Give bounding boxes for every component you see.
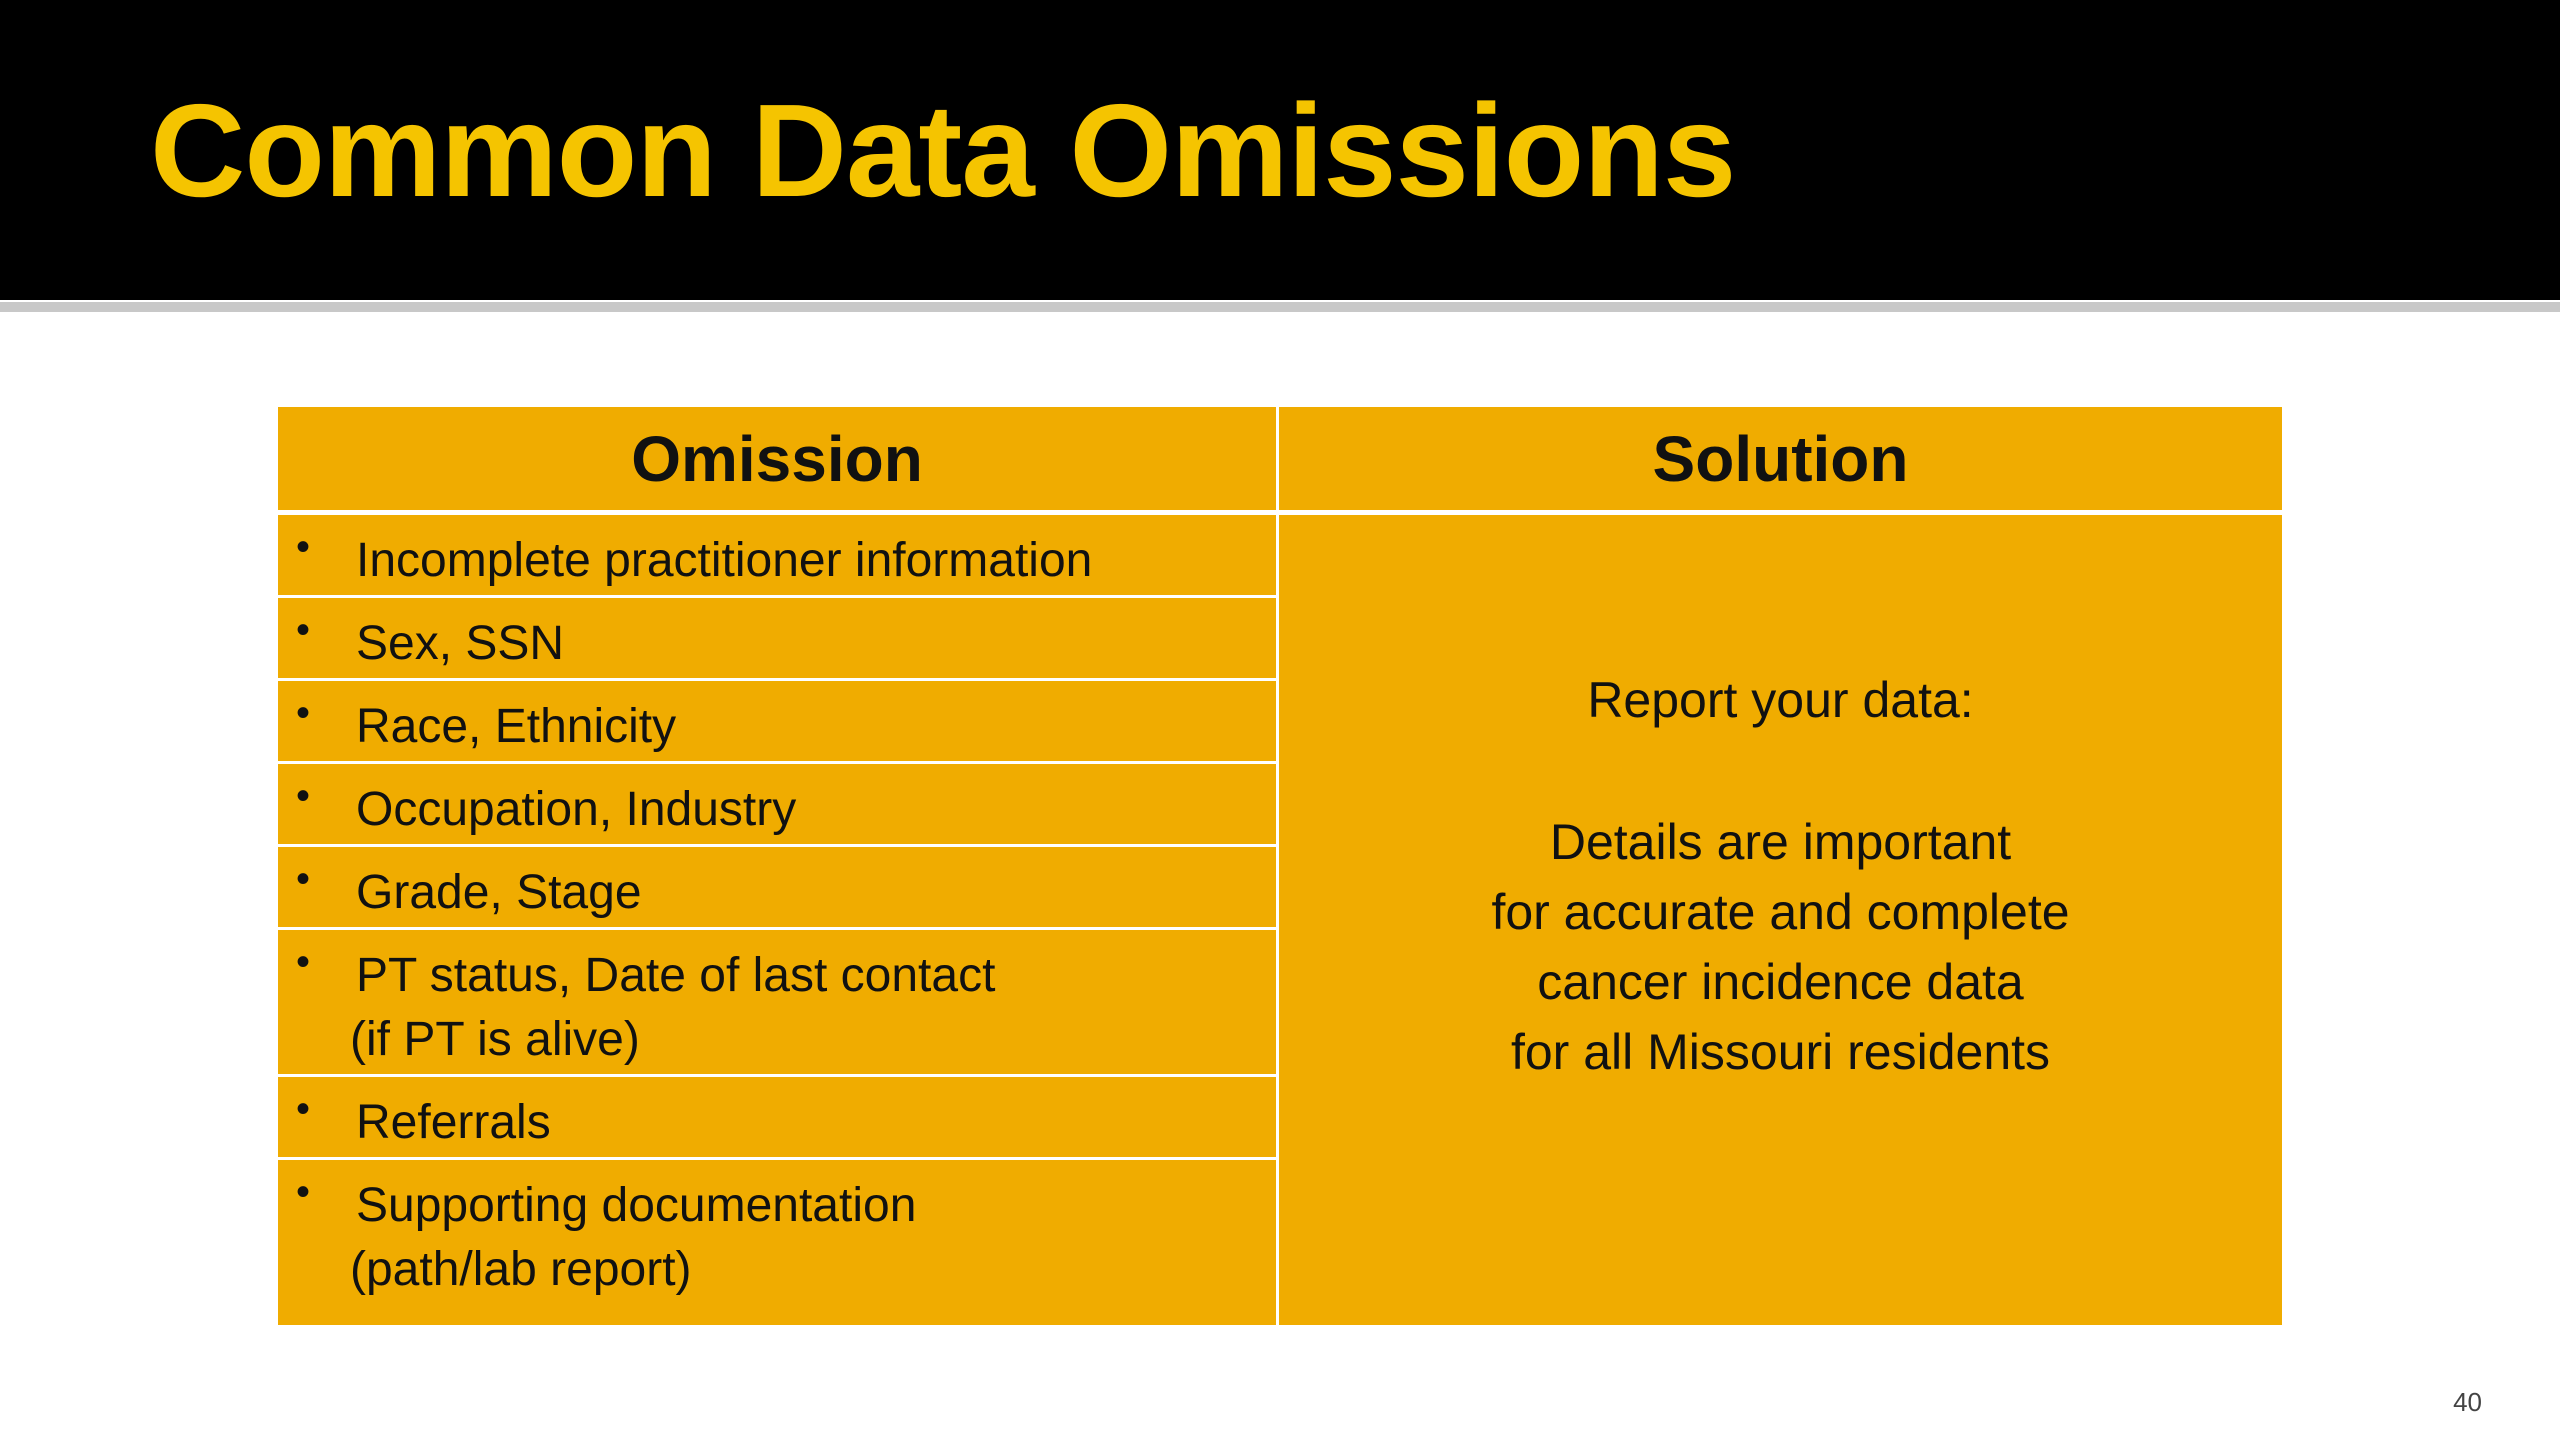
solution-line: for all Missouri residents: [1510, 1024, 2051, 1080]
solution-details: [1279, 807, 2282, 1087]
omission-header: Omission: [278, 407, 1276, 515]
bullet-icon: •: [296, 1087, 311, 1131]
omission-column: [278, 407, 1276, 1325]
omission-text-continued: (if PT is alive): [350, 1013, 640, 1066]
bullet-icon: •: [296, 774, 311, 818]
omission-text: PT status, Date of last contact: [356, 949, 996, 1002]
omission-row: [278, 1160, 1276, 1325]
omission-rows: [278, 515, 1276, 1325]
omission-row: [278, 930, 1276, 1074]
omission-row: [278, 764, 1276, 844]
omissions-table: [278, 407, 2282, 1325]
solution-header: Solution: [1279, 407, 2282, 515]
bullet-icon: •: [296, 525, 311, 569]
solution-column: [1279, 407, 2282, 1325]
omission-text: Supporting documentation: [356, 1179, 917, 1232]
omission-row: [278, 515, 1276, 595]
bullet-icon: •: [296, 940, 311, 984]
solution-line: for accurate and complete: [1491, 884, 2070, 940]
solution-line: cancer incidence data: [1537, 954, 2024, 1010]
omission-row: [278, 681, 1276, 761]
omission-text: Occupation, Industry: [356, 783, 797, 836]
omission-text: Grade, Stage: [356, 866, 642, 919]
bullet-icon: •: [296, 1170, 311, 1214]
slide-title: Common Data Omissions: [150, 77, 1736, 224]
solution-lead: Report your data:: [1587, 672, 1974, 728]
omission-row: [278, 847, 1276, 927]
omission-text: Incomplete practitioner information: [356, 534, 1093, 587]
omission-row: [278, 1077, 1276, 1157]
omission-text: Sex, SSN: [356, 617, 565, 670]
title-bar: [0, 0, 2560, 300]
bullet-icon: •: [296, 691, 311, 735]
omission-row: [278, 598, 1276, 678]
page-number: 40: [2453, 1387, 2482, 1417]
omission-text: Race, Ethnicity: [356, 700, 677, 753]
omission-text-continued: (path/lab report): [350, 1243, 692, 1296]
solution-cell: [1279, 515, 2282, 1325]
title-divider: [0, 302, 2560, 312]
bullet-icon: •: [296, 857, 311, 901]
omission-text: Referrals: [356, 1096, 551, 1149]
bullet-icon: •: [296, 608, 311, 652]
solution-line: Details are important: [1549, 814, 2012, 870]
